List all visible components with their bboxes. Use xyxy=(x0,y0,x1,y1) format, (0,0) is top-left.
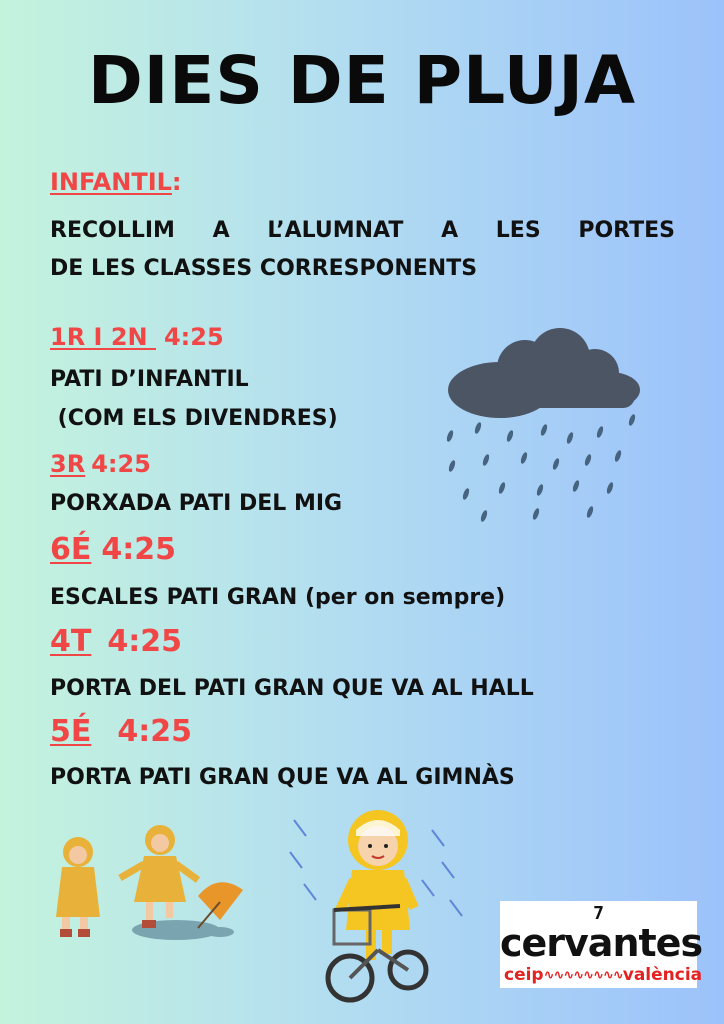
schedule-item-5-header xyxy=(50,714,192,749)
time-label: 4:25 xyxy=(107,624,182,659)
schedule-item-3-header xyxy=(50,532,176,567)
school-logo xyxy=(500,901,703,988)
time-label: 4:25 xyxy=(101,532,176,567)
group-label: 4T xyxy=(50,624,92,659)
infantil-label: INFANTIL xyxy=(50,168,172,196)
schedule-item-3-place: ESCALES PATI GRAN (per on sempre) xyxy=(50,585,506,610)
schedule-item-4-header xyxy=(50,624,182,659)
schedule-item-2-header xyxy=(50,450,151,478)
infantil-colon: : xyxy=(171,168,182,196)
infantil-heading xyxy=(50,168,182,196)
schedule-item-1-note: (COM ELS DIVENDRES) xyxy=(50,406,338,431)
schedule-item-1-header xyxy=(50,323,224,351)
logo-name: cervantes xyxy=(500,921,703,965)
time-label: 4:25 xyxy=(91,450,151,478)
children-raincoat-icon xyxy=(48,822,248,946)
infantil-line-2: DE LES CLASSES CORRESPONENTS xyxy=(50,256,478,281)
schedule-item-5-place: PORTA PATI GRAN QUE VA AL GIMNÀS xyxy=(50,765,515,790)
group-label: 6É xyxy=(50,532,92,567)
logo-bar xyxy=(504,965,703,985)
schedule-item-1-place: PATI D’INFANTIL xyxy=(50,367,249,392)
group-label: 3R xyxy=(50,450,86,478)
cyclist-rain-icon xyxy=(282,800,472,1006)
logo-wave-icon: ∿∿∿∿∿∿∿∿ xyxy=(543,967,623,983)
logo-ceip: ceip xyxy=(504,965,544,985)
rain-cloud-icon xyxy=(440,328,650,528)
schedule-item-2-place: PORXADA PATI DEL MIG xyxy=(50,491,343,516)
logo-number: 7 xyxy=(593,903,604,924)
schedule-item-4-place: PORTA DEL PATI GRAN QUE VA AL HALL xyxy=(50,676,534,701)
time-label: 4:25 xyxy=(117,714,192,749)
logo-city: valència xyxy=(622,965,703,985)
page-title: DIES DE PLUJA xyxy=(87,42,637,119)
infantil-line-1: RECOLLIM A L’ALUMNAT A LES PORTES xyxy=(50,218,675,243)
group-label: 1R I 2N xyxy=(50,323,156,351)
time-label: 4:25 xyxy=(163,323,224,351)
group-label: 5É xyxy=(50,714,92,749)
